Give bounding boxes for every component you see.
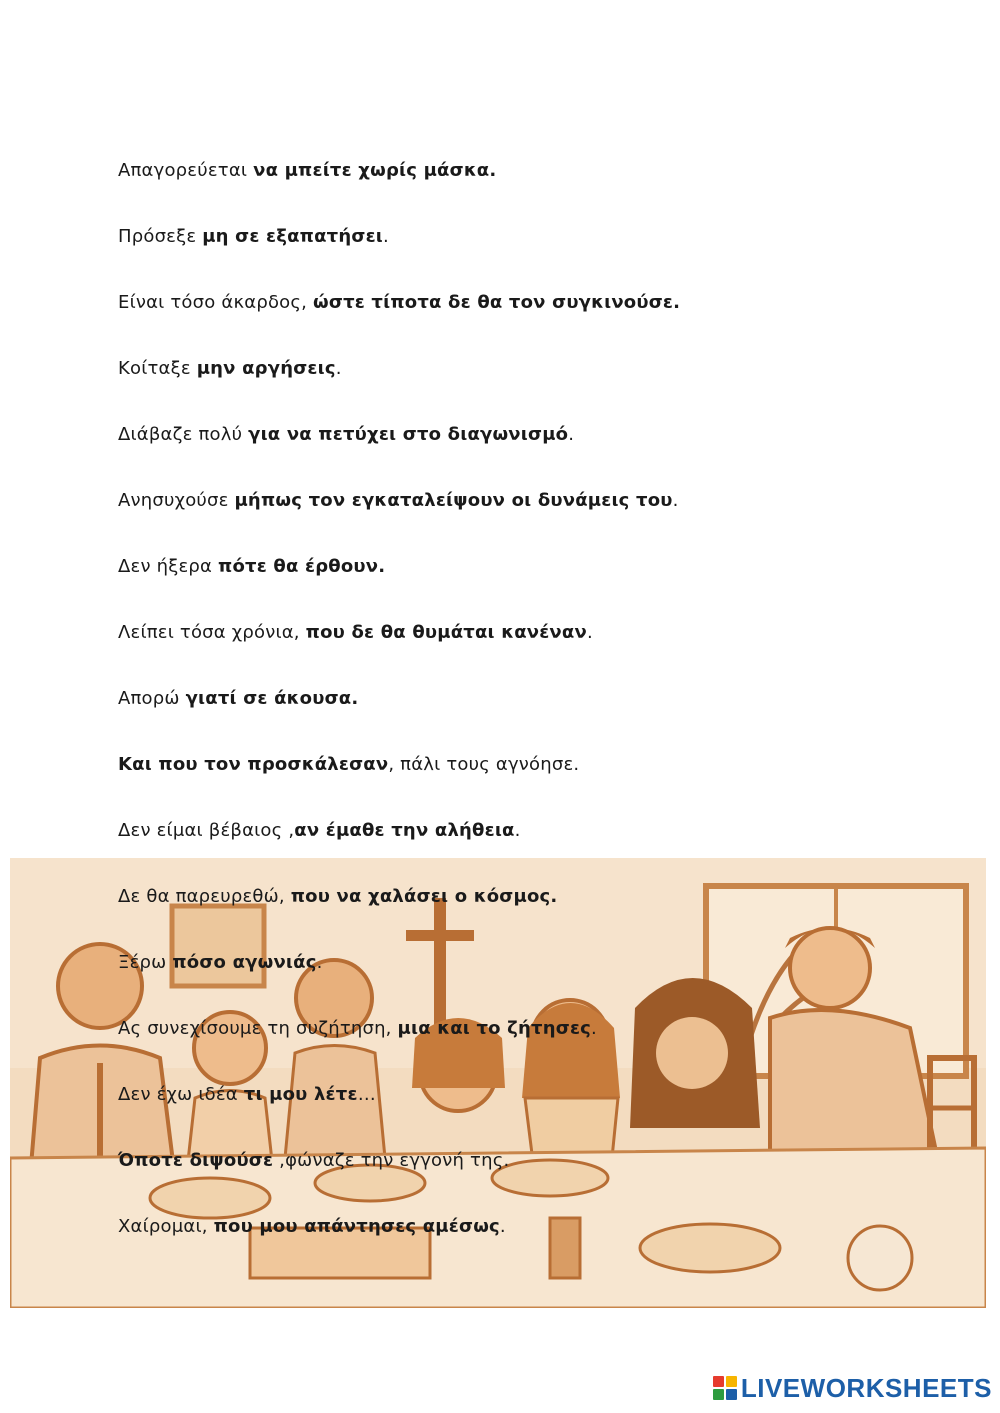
sentence-3-main-clause: Είναι τόσο άκαρδος, — [118, 292, 313, 313]
sentence-15-subordinate-clause: τι μου λέτε — [243, 1084, 358, 1105]
sentence-17-main-clause: Χαίρομαι, — [118, 1216, 214, 1237]
liveworksheets-logo-text: LIVEWORKSHEETS — [740, 1372, 992, 1403]
sentence-1-main-clause: Απαγορεύεται — [118, 160, 254, 181]
sentence-11-subordinate-clause: αν έμαθε την αλήθεια — [294, 820, 515, 841]
sentence-2-punctuation: . — [383, 226, 389, 247]
sentence-3-subordinate-clause: ώστε τίποτα δε θα τον συγκινούσε. — [313, 292, 681, 313]
sentence-12-subordinate-clause: που να χαλάσει ο κόσμος. — [290, 886, 558, 907]
sentence-11-main-clause: Δεν είμαι βέβαιος , — [118, 820, 295, 841]
sentence-14-subordinate-clause: μια και το ζήτησες — [397, 1018, 592, 1039]
sentence-17-subordinate-clause: που μου απάντησες αμέσως — [213, 1216, 500, 1237]
sentence-15-main-clause: Δεν έχω ιδέα — [118, 1084, 244, 1105]
sentence-8-punctuation: . — [586, 622, 593, 643]
sentence-4 — [118, 356, 342, 382]
sentence-12 — [118, 884, 557, 910]
sentence-12-main-clause: Δε θα παρευρεθώ, — [118, 886, 291, 907]
sentence-4-punctuation: . — [335, 358, 342, 379]
sentence-13-punctuation: . — [316, 952, 323, 973]
sentence-9-main-clause: Απορώ — [118, 688, 186, 709]
sentence-6-punctuation: . — [672, 490, 679, 511]
sentence-15 — [118, 1082, 376, 1108]
sentence-3 — [118, 290, 680, 316]
sentence-4-subordinate-clause: μην αργήσεις — [196, 358, 336, 379]
sentence-13-subordinate-clause: πόσο αγωνιάς — [172, 952, 317, 973]
sentence-5 — [118, 422, 574, 448]
sentence-16-main-clause: ,φώναζε την εγγονή της. — [273, 1150, 510, 1171]
sentence-9-subordinate-clause: γιατί σε άκουσα. — [185, 688, 359, 709]
sentence-11 — [118, 818, 521, 844]
sentence-17 — [118, 1214, 506, 1240]
sentence-15-punctuation: … — [357, 1084, 376, 1105]
sentence-13 — [118, 950, 323, 976]
sentence-5-subordinate-clause: για να πετύχει στο διαγωνισμό — [248, 424, 569, 445]
sentence-6 — [118, 488, 679, 514]
liveworksheets-mark-icon — [713, 1376, 737, 1400]
sentence-10 — [118, 752, 579, 778]
sentence-14-main-clause: Ας συνεχίσουμε τη συζήτηση, — [118, 1018, 398, 1039]
sentence-2-subordinate-clause: μη σε εξαπατήσει — [202, 226, 384, 247]
sentence-8-main-clause: Λείπει τόσα χρόνια, — [118, 622, 306, 643]
sentence-7-subordinate-clause: πότε θα έρθουν. — [218, 556, 386, 577]
sentence-14-punctuation: . — [591, 1018, 597, 1039]
sentence-6-subordinate-clause: μήπως τον εγκαταλείψουν οι δυνάμεις του — [234, 490, 673, 511]
sentence-11-punctuation: . — [514, 820, 521, 841]
sentence-17-punctuation: . — [499, 1216, 506, 1237]
sentence-16 — [118, 1148, 509, 1174]
sentence-4-main-clause: Κοίταξε — [118, 358, 197, 379]
sentence-8-subordinate-clause: που δε θα θυμάται κανέναν — [305, 622, 587, 643]
sentence-5-main-clause: Διάβαζε πολύ — [118, 424, 249, 445]
sentence-10-main-clause: , πάλι τους αγνόησε. — [388, 754, 580, 775]
sentence-2-main-clause: Πρόσεξε — [118, 226, 203, 247]
sentence-8 — [118, 620, 593, 646]
sentence-5-punctuation: . — [568, 424, 575, 445]
sentence-14 — [118, 1016, 597, 1042]
sentence-9 — [118, 686, 358, 712]
sentence-1-subordinate-clause: να μπείτε χωρίς μάσκα. — [253, 160, 497, 181]
sentence-10-subordinate-clause: Και που τον προσκάλεσαν — [118, 754, 389, 775]
sentence-7 — [118, 554, 385, 580]
sentence-2 — [118, 224, 389, 250]
sentence-1 — [118, 158, 496, 184]
sentence-7-main-clause: Δεν ήξερα — [118, 556, 219, 577]
sentence-16-subordinate-clause: Όποτε διψούσε — [118, 1150, 274, 1171]
liveworksheets-logo — [713, 1373, 992, 1403]
sentence-13-main-clause: Ξέρω — [118, 952, 173, 973]
sentence-6-main-clause: Ανησυχούσε — [118, 490, 235, 511]
